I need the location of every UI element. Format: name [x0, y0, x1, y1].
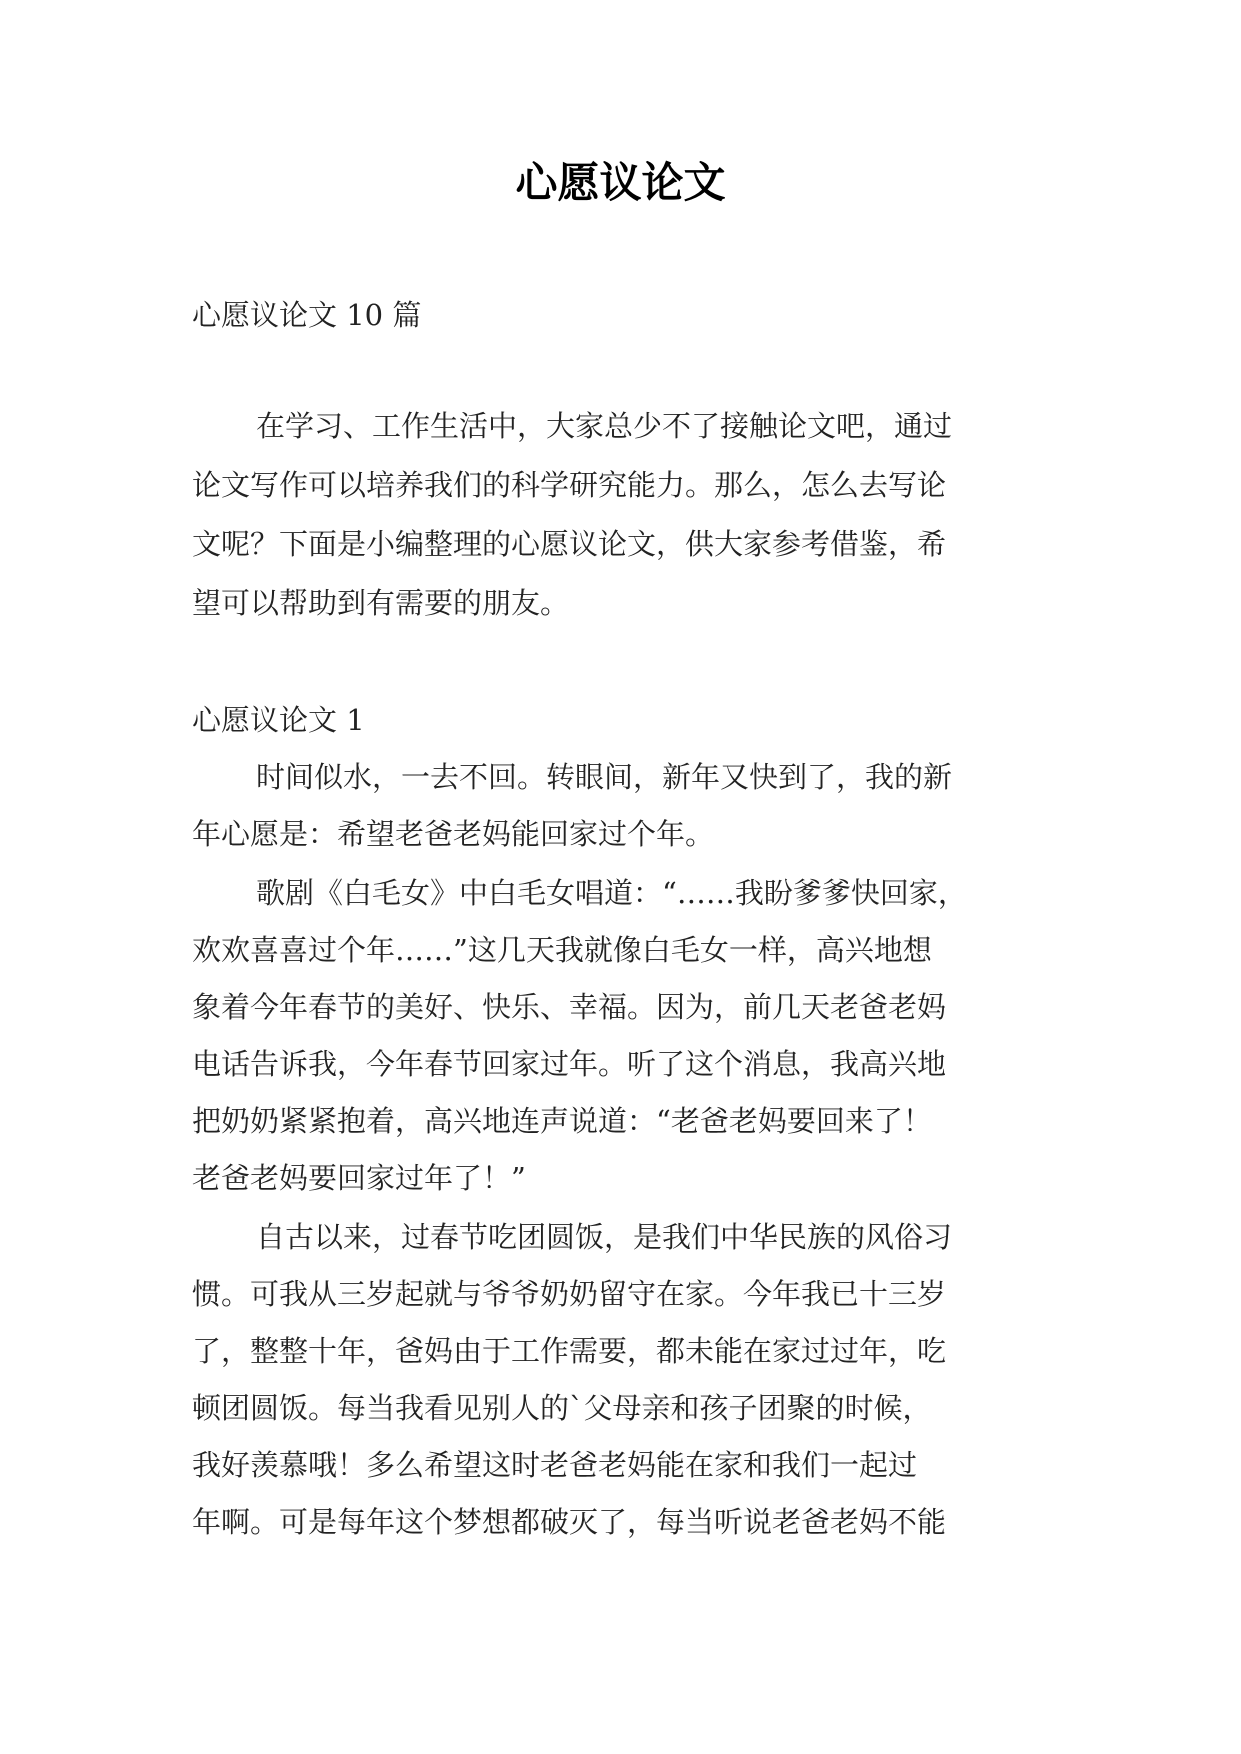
- paragraph-line: 了，整整十年，爸妈由于工作需要，都未能在家过过年，吃: [192, 1334, 947, 1368]
- paragraph-line: 年心愿是：希望老爸老妈能回家过个年。: [192, 817, 715, 851]
- paragraph-line: 电话告诉我，今年春节回家过年。听了这个消息，我高兴地: [192, 1047, 947, 1081]
- paragraph-line: 把奶奶紧紧抱着，高兴地连声说道：“老爸老妈要回来了！: [192, 1104, 932, 1138]
- paragraph-line: 欢欢喜喜过个年……”这几天我就像白毛女一样，高兴地想: [192, 933, 932, 967]
- document-title: 心愿议论文: [515, 158, 726, 207]
- paragraph-line: 年啊。可是每年这个梦想都破灭了，每当听说老爸老妈不能: [192, 1505, 947, 1539]
- intro-line: 论文写作可以培养我们的科学研究能力。那么，怎么去写论: [192, 468, 947, 502]
- paragraph-line: 老爸老妈要回家过年了！”: [192, 1161, 526, 1195]
- paragraph-line: 我好羡慕哦！多么希望这时老爸老妈能在家和我们一起过: [192, 1448, 918, 1482]
- paragraph-line: 顿团圆饭。每当我看见别人的`父母亲和孩子团聚的时候，: [192, 1391, 932, 1425]
- paragraph-line: 象着今年春节的美好、快乐、幸福。因为，前几天老爸老妈: [192, 990, 947, 1024]
- intro-line: 文呢？下面是小编整理的心愿议论文，供大家参考借鉴，希: [192, 527, 947, 561]
- subtitle: 心愿议论文 10 篇: [192, 298, 422, 332]
- paragraph-line: 自古以来，过春节吃团圆饭，是我们中华民族的风俗习: [256, 1220, 953, 1254]
- section-heading: 心愿议论文 1: [192, 703, 365, 737]
- paragraph-line: 惯。可我从三岁起就与爷爷奶奶留守在家。今年我已十三岁: [192, 1277, 947, 1311]
- intro-line: 望可以帮助到有需要的朋友。: [192, 586, 570, 620]
- paragraph-line: 歌剧《白毛女》中白毛女唱道：“……我盼爹爹快回家，: [256, 876, 967, 910]
- paragraph-line: 时间似水，一去不回。转眼间，新年又快到了，我的新: [256, 760, 953, 794]
- intro-line: 在学习、工作生活中，大家总少不了接触论文吧，通过: [256, 409, 953, 443]
